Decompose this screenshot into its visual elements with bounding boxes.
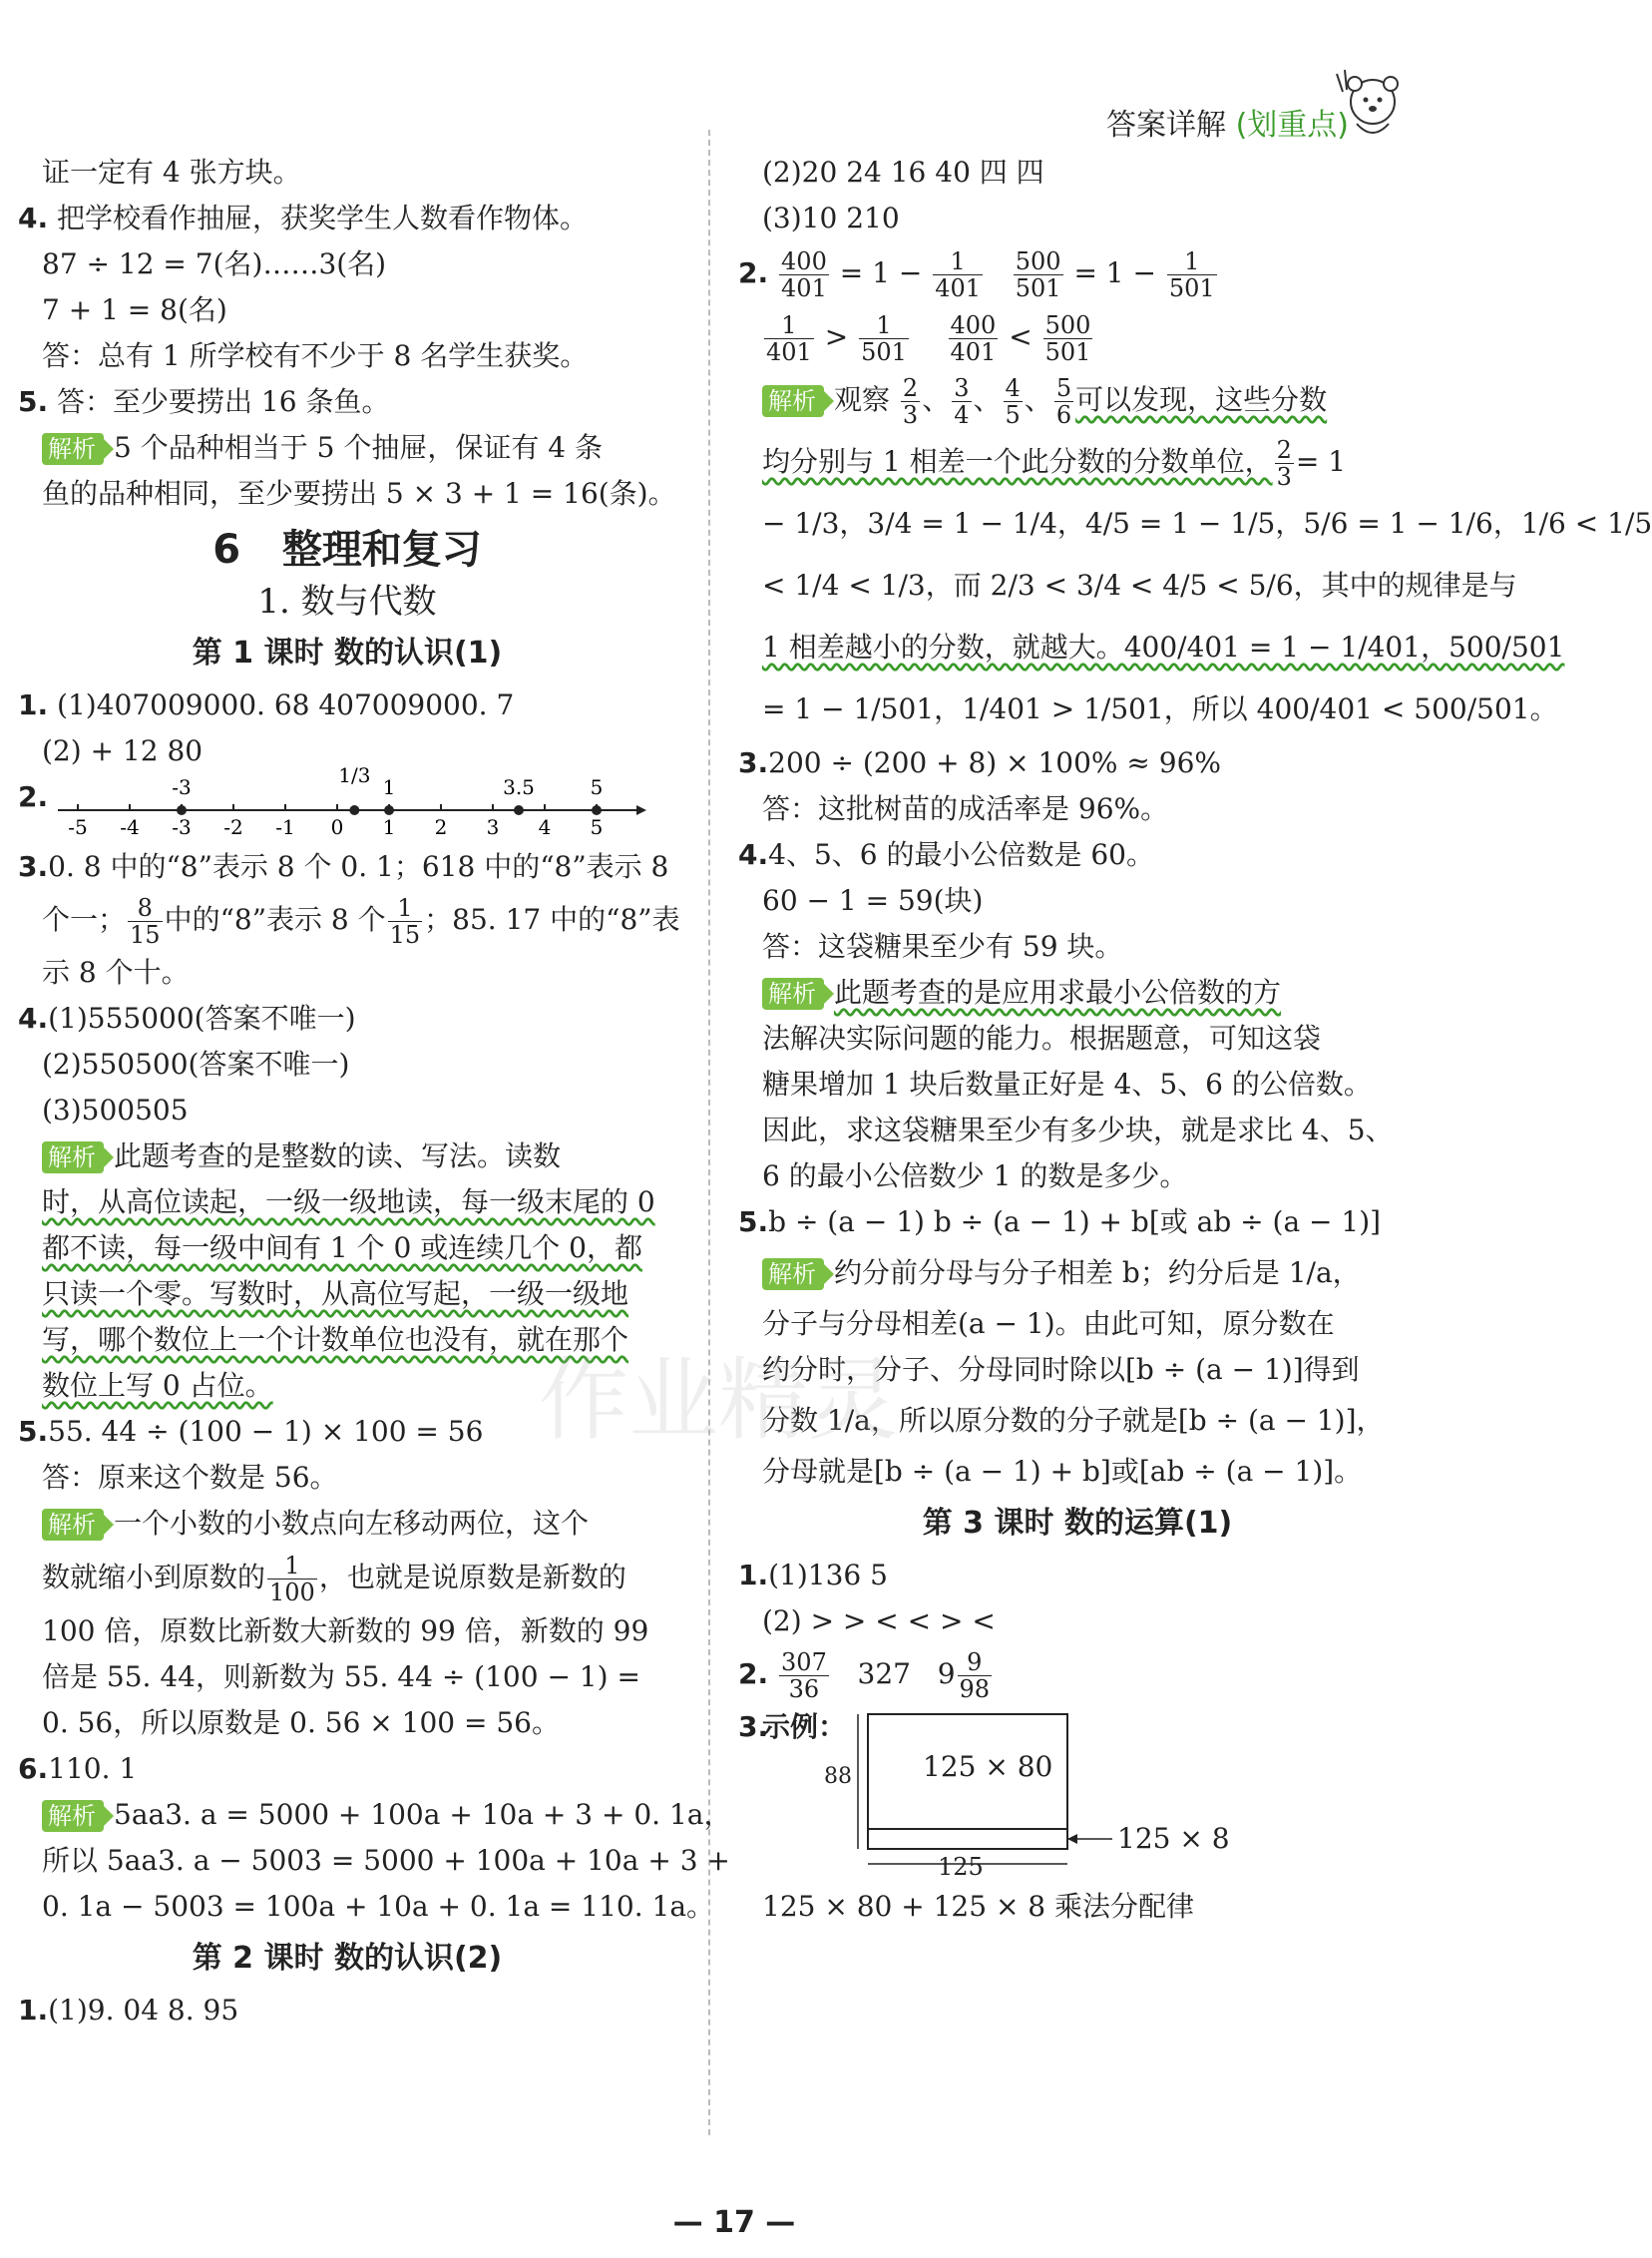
fraction: $\frac{307}{36}$ — [781, 1648, 827, 1703]
text-line: (2) > > < < > < — [762, 1604, 996, 1637]
text-line: 125 × 80 + 125 × 8 乘法分配律 — [762, 1890, 1195, 1923]
column-divider — [708, 130, 710, 2135]
rect-right-label: 125 × 8 — [1117, 1822, 1230, 1855]
text-fragment: 观察 — [834, 383, 891, 416]
number-line — [48, 760, 646, 850]
lesson-title: 第 2 课时 数的认识(2) — [192, 1941, 503, 1976]
text-fragment: 9 — [937, 1657, 956, 1690]
text-line: (1)407009000. 68 407009000. 7 — [57, 688, 515, 721]
text-line: 5aa3. a = 5000 + 100a + 10a + 3 + 0. 1a， — [114, 1798, 732, 1831]
text-line: 100 倍，原数比新数大新数的 99 倍，新数的 99 — [42, 1614, 649, 1647]
text-fragment: = 1 − — [839, 256, 923, 289]
analysis-tag: 解析 — [42, 1509, 104, 1541]
text-line: 0. 56，所以原数是 0. 56 × 100 = 56。 — [42, 1706, 560, 1739]
fraction: $\frac{1}{15}$ — [389, 894, 421, 949]
text-line: 1 相差越小的分数，就越大。400/401 = 1 − 1/401，500/501 — [762, 631, 1565, 664]
text-line: 糖果增加 1 块后数量正好是 4、5、6 的公倍数。 — [762, 1068, 1372, 1101]
question-number: 4. — [18, 202, 49, 234]
fraction: $\frac{3}{4}$ — [954, 374, 970, 429]
text-fragment: 个一； — [42, 903, 127, 936]
text-line: (1)555000(答案不唯一) — [48, 1002, 356, 1035]
text-line: 都不读，每一级中间有 1 个 0 或连续几个 0，都 — [42, 1231, 642, 1264]
text-line: 一个小数的小数点向左移动两位，这个 — [114, 1507, 590, 1540]
fraction: $\frac{1}{100}$ — [269, 1552, 315, 1606]
text-line: 法解决实际问题的能力。根据题意，可知这袋 — [762, 1022, 1322, 1055]
analysis-tag: 解析 — [762, 1258, 824, 1290]
number-line-point-label: -3 — [172, 775, 192, 799]
header-highlight: (划重点) — [1235, 108, 1349, 143]
text-line: = 1 − 1/501，1/401 > 1/501，所以 400/401 < 500/501。 — [762, 692, 1558, 725]
fraction: $\frac{1}{401}$ — [766, 311, 812, 366]
text-fragment: > — [824, 320, 849, 353]
question-number: 2. — [18, 780, 49, 813]
text-line: 倍是 55. 44，则新数为 55. 44 ÷ (100 − 1) = — [42, 1660, 640, 1693]
analysis-tag: 解析 — [42, 1800, 104, 1832]
fraction: $\frac{500}{501}$ — [1015, 247, 1061, 302]
text-fragment: 数就缩小到原数的 — [42, 1561, 266, 1593]
number-line-tick-label: -2 — [223, 815, 243, 839]
section-title: 1. 数与代数 — [257, 582, 437, 622]
fraction: $\frac{500}{501}$ — [1044, 311, 1091, 366]
fraction: $\frac{8}{15}$ — [130, 894, 161, 949]
text-line: b ÷ (a − 1) b ÷ (a − 1) + b[或 ab ÷ (a − 1)] — [768, 1205, 1382, 1238]
fraction: $\frac{1}{401}$ — [935, 247, 982, 302]
fraction: $\frac{9}{98}$ — [959, 1648, 991, 1703]
rect-inner-label: 125 × 80 — [923, 1750, 1053, 1783]
text-line: 此题考查的是应用求最小公倍数的方 — [834, 976, 1282, 1009]
text-line: 200 ÷ (200 + 8) × 100% ≈ 96% — [768, 746, 1222, 779]
question-number: 6. — [18, 1752, 49, 1785]
text-line: 示 8 个十。 — [42, 956, 190, 989]
analysis-tag: 解析 — [42, 433, 104, 465]
question-number: 3. — [738, 746, 769, 779]
text-line: 因此，求这袋糖果至少有多少块，就是求比 4、5、 — [762, 1114, 1394, 1146]
text-line: 0. 1a − 5003 = 100a + 10a + 0. 1a = 110. 1a。 — [42, 1890, 715, 1923]
number-line-tick-label: 5 — [590, 815, 604, 839]
question-number: 4. — [738, 838, 769, 871]
text-line: 时，从高位读起，一级一级地读，每一级末尾的 0 — [42, 1185, 655, 1218]
text-line: (2)550500(答案不唯一) — [42, 1048, 350, 1081]
analysis-tag: 解析 — [762, 978, 824, 1010]
question-number: 1. — [18, 1994, 49, 2027]
text-line: 此题考查的是整数的读、写法。读数 — [114, 1139, 562, 1172]
number-line-tick-label: 2 — [434, 815, 448, 839]
text-line: (1)9. 04 8. 95 — [48, 1994, 239, 2027]
text-line: 87 ÷ 12 = 7(名)……3(名) — [42, 247, 387, 280]
number-line-tick-label: -3 — [172, 815, 192, 839]
fraction: $\frac{400}{401}$ — [950, 311, 997, 366]
number-line-tick-label: 0 — [330, 815, 344, 839]
text-line: − 1/3，3/4 = 1 − 1/4，4/5 = 1 − 1/5，5/6 = 1 − 1/6，1/6 < 1/5 — [762, 507, 1652, 540]
chapter-title: 6 整理和复习 — [212, 527, 482, 573]
question-number: 1. — [18, 688, 49, 721]
watermark: 作业精灵 — [539, 1348, 898, 1453]
text-line: 答：这袋糖果至少有 59 块。 — [762, 930, 1123, 963]
text-line: (3)10 210 — [762, 202, 900, 234]
text-line: 0. 8 中的“8”表示 8 个 0. 1；618 中的“8”表示 8 — [48, 850, 669, 883]
text-line: 把学校看作抽屉，获奖学生人数看作物体。 — [57, 202, 589, 234]
question-number: 2. — [738, 1657, 769, 1690]
text-line: 7 + 1 = 8(名) — [42, 293, 227, 326]
text-line: 鱼的品种相同，至少要捞出 5 × 3 + 1 = 16(条)。 — [42, 477, 676, 510]
number-line-point — [592, 805, 602, 815]
text-line: (3)500505 — [42, 1094, 189, 1127]
question-number: 2. — [738, 256, 769, 289]
text-line: 60 − 1 = 59(块) — [762, 884, 984, 917]
lesson-title: 第 3 课时 数的运算(1) — [922, 1506, 1233, 1541]
page-number: — 17 — — [672, 2205, 796, 2240]
text-line: (1)136 5 — [768, 1559, 888, 1591]
question-number: 3. — [18, 850, 49, 883]
text-fragment: ；85. 17 中的“8”表 — [424, 903, 680, 936]
text-fragment: = 1 − — [1073, 256, 1156, 289]
question-number: 3. — [738, 1710, 769, 1743]
area-diagram — [738, 1704, 1417, 1884]
text-line: 分数 1/a，所以原分数的分子就是[b ÷ (a − 1)]， — [762, 1404, 1385, 1437]
text-line: 分母就是[b ÷ (a − 1) + b]或[ab ÷ (a − 1)]。 — [762, 1455, 1363, 1488]
question-number: 5. — [738, 1205, 769, 1238]
text-line: 答：原来这个数是 56。 — [42, 1461, 338, 1494]
number-line-point — [349, 805, 359, 815]
number-line-point-label: 3.5 — [503, 775, 535, 799]
number-line-point-label: 1/3 — [338, 763, 371, 787]
text-fragment: 可以发现，这些分数 — [1075, 383, 1328, 416]
text-line: (2) + 12 80 — [42, 734, 204, 767]
bear-mascot-icon — [1333, 62, 1413, 152]
right-column: (2)20 24 16 40 四 四 (3)10 210 2. $\frac{400}{401}$ = 1 − $\frac{1}{401}$ $\frac{500}{501}$ = 1 − $\frac{1}{501}$ $\frac{1}{401}$ > $\frac{1}{501}$ $\frac{400}{401}$ < $\frac{500}{501}$ 解析 观察 $\frac{2}{3}$ 、 $\frac{3}{4}$ 、 $\frac{4}{5}$ 、 $\frac{5}{6}$ 可以发现，这些分数 均分别与 1 相差一个此分数的分数单位， $\frac{2}{3}$ = 1 − 1/3，3/4 = 1 − 1/4，4/5 = 1 − 1/5，5/6 = 1 − 1/6，1/6 < 1/5 < 1/4 < 1/3，而 2/3 < 3/4 < 4/5 < 5/6，其中的规律是与 1 相差越小的分数，就越大。400/401 = 1 − 1/401，500/501 = 1 − 1/501，1/401 > 1/501，所以 400/401 < 500/501。 3.200 ÷ (200 + 8) × 100% ≈ 96% 答：这批树苗的成活率是 96%。 4.4、5、6 的最小公倍数是 60。 60 − 1 = 59(块) 答：这袋糖果至少有 59 块。 解析 此题考查的是应用求最小公倍数的方 法解决实际问题的能力。根据题意，可知这袋 糖果增加 1 块后数量正好是 4、5、6 的公倍数。 因此，求这袋糖果至少有多少块，就是求比 4、5、 6 的最小公倍数少 1 的数是多少。 5.b ÷ (a − 1) b ÷ (a − 1) + b[或 ab ÷ (a − 1)] 解析 约分前分母与分子相差 b；约分后是 1/a， 分子与分母相差(a − 1)。由此可知，原分数在 约分时，分子、分母同时除以[b ÷ (a − 1)]得到 分数 1/a，所以原分数的分子就是[b ÷ (a − 1)]， 分母就是[b ÷ (a − 1) + b]或[ab ÷ (a − 1)]。 第 3 课时 数的运算(1) 1.(1)136 5 (2) > > < < > < 2. $\frac{307}{36}$ 327 9 $\frac{9}{98}$ 3. 示例： 125 × 80 88 125 125 × 8 125 × 80 + 125 × 8 乘法分配律 — [738, 150, 1417, 1930]
example-label: 示例： — [762, 1710, 847, 1743]
analysis-tag: 解析 — [42, 1141, 104, 1173]
text-fragment: 均分别与 1 相差一个此分数的分数单位， — [762, 445, 1273, 478]
number-line-point — [384, 805, 394, 815]
lesson-title: 第 1 课时 数的认识(1) — [192, 636, 503, 671]
fraction: $\frac{5}{6}$ — [1055, 374, 1072, 429]
text-fragment: ，也就是说原数是新数的 — [318, 1561, 626, 1593]
text-fragment: = 1 — [1295, 445, 1347, 478]
text-line: 4、5、6 的最小公倍数是 60。 — [768, 838, 1154, 871]
number-line-tick-label: 3 — [486, 815, 500, 839]
question-number: 4. — [18, 1002, 49, 1035]
fraction: $\frac{2}{3}$ — [902, 374, 919, 429]
rect-bottom-label: 125 — [938, 1853, 984, 1881]
question-number: 1. — [738, 1559, 769, 1591]
number-line-tick-label: -1 — [275, 815, 295, 839]
text-line: 约分时，分子、分母同时除以[b ÷ (a − 1)]得到 — [762, 1353, 1360, 1386]
text-line: 数位上写 0 占位。 — [42, 1369, 273, 1402]
text-line: 110. 1 — [48, 1752, 138, 1785]
header-title: 答案详解 — [1106, 108, 1227, 143]
number-line-point-label: 1 — [382, 775, 396, 799]
text-line: 写，哪个数位上一个计数单位也没有，就在那个 — [42, 1323, 629, 1356]
text-line: 分子与分母相差(a − 1)。由此可知，原分数在 — [762, 1307, 1335, 1340]
number-line-tick-label: -4 — [120, 815, 140, 839]
number-line-tick-label: 1 — [382, 815, 396, 839]
text-fragment: 中的“8”表示 8 个 — [164, 903, 386, 936]
page-header — [1106, 100, 1349, 144]
fraction: $\frac{400}{401}$ — [781, 247, 827, 302]
text-line: 6 的最小公倍数少 1 的数是多少。 — [762, 1159, 1188, 1192]
text-fragment: < — [1009, 320, 1032, 353]
question-number: 5. — [18, 385, 49, 418]
text-line: 5 个品种相当于 5 个抽屉，保证有 4 条 — [114, 431, 603, 464]
fraction: $\frac{1}{501}$ — [861, 311, 907, 366]
text-line: 约分前分母与分子相差 b；约分后是 1/a， — [834, 1256, 1361, 1289]
text-line: < 1/4 < 1/3，而 2/3 < 3/4 < 4/5 < 5/6，其中的规律是与 — [762, 569, 1517, 602]
text-line: 所以 5aa3. a − 5003 = 5000 + 100a + 10a + 3 + — [42, 1844, 730, 1877]
rect-side-label: 88 — [824, 1764, 852, 1789]
text-line: 答：总有 1 所学校有不少于 8 名学生获奖。 — [42, 339, 589, 372]
text-line: 55. 44 ÷ (100 − 1) × 100 = 56 — [48, 1415, 484, 1448]
fraction: $\frac{2}{3}$ — [1276, 436, 1292, 491]
text-line: 证一定有 4 张方块。 — [42, 156, 301, 189]
text-line: 只读一个零。写数时，从高位写起，一级一级地 — [42, 1277, 629, 1310]
number-line-tick-label: 4 — [538, 815, 552, 839]
analysis-tag: 解析 — [762, 385, 824, 417]
text-line: (2)20 24 16 40 四 四 — [762, 156, 1044, 189]
fraction: $\frac{1}{501}$ — [1168, 247, 1215, 302]
fraction: $\frac{4}{5}$ — [1005, 374, 1021, 429]
text-line: 答：这批树苗的成活率是 96%。 — [762, 792, 1169, 825]
number-line-point-label: 5 — [590, 775, 604, 799]
question-number: 5. — [18, 1415, 49, 1448]
text-fragment: 327 — [857, 1657, 911, 1690]
text-line: 答：至少要捞出 16 条鱼。 — [57, 385, 390, 418]
number-line-point — [514, 805, 524, 815]
number-line-point — [177, 805, 187, 815]
number-line-tick-label: -5 — [68, 815, 88, 839]
